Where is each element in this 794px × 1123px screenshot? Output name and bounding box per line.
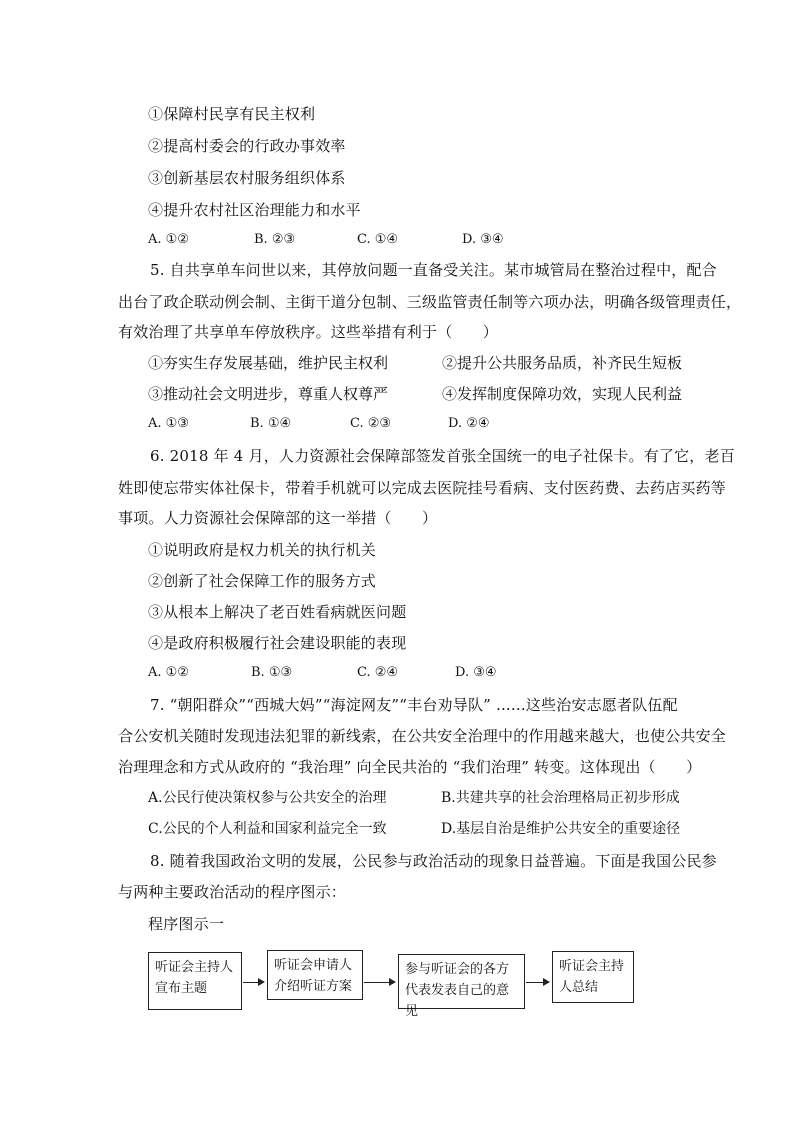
q8-stem-line-1: 8. 随着我国政治文明的发展，公民参与政治活动的现象日益普遍。下面是我国公民参 xyxy=(150,852,717,870)
q7-stem-line-3: 治理理念和方式从政府的 “我治理” 向全民共治的 “我们治理” 转变。这体现出（ ） xyxy=(118,758,702,776)
q4-statement-2: ②提高村委会的行政办事效率 xyxy=(148,137,346,155)
q7-stem-line-1: 7. “朝阳群众”“西城大妈”“海淀网友”“丰台劝导队” ......这些治安志愿者队伍配 xyxy=(150,696,678,714)
q7-stem-line-2: 合公安机关随时发现违法犯罪的新线索，在公共安全治理中的作用越来越大，也使公共安全 xyxy=(118,727,727,745)
q5-statement-3: ③推动社会文明进步，尊重人权尊严 xyxy=(148,385,389,403)
q5-stem-line-1: 5. 自共享单车问世以来，其停放问题一直备受关注。某市城管局在整治过程中，配合 xyxy=(150,261,717,279)
flow-step-2: 听证会申请人介绍听证方案 xyxy=(267,950,363,1000)
q4-option-d[interactable]: D. ③④ xyxy=(462,232,504,247)
q7-option-d[interactable]: D.基层自治是维护公共安全的重要途径 xyxy=(441,821,681,837)
q6-stem-line-1: 6. 2018 年 4 月，人力资源社会保障部签发首张全国统一的电子社保卡。有了它，老百 xyxy=(150,447,735,465)
q4-statement-1: ①保障村民享有民主权利 xyxy=(148,105,316,123)
q8-stem-line-2: 与两种主要政治活动的程序图示： xyxy=(118,883,347,901)
q6-option-d[interactable]: D. ③④ xyxy=(455,665,497,680)
q5-option-c[interactable]: C. ②③ xyxy=(350,416,392,431)
flow-arrow-3 xyxy=(526,982,548,983)
flow-arrow-1 xyxy=(243,982,263,983)
flow-step-3: 参与听证会的各方代表发表自己的意见 xyxy=(398,954,525,1009)
q4-option-c[interactable]: C. ①④ xyxy=(357,232,399,247)
q7-option-b[interactable]: B.共建共享的社会治理格局正初步形成 xyxy=(441,790,680,806)
q5-stem-line-2: 出台了政企联动例会制、主街干道分包制、三级监管责任制等六项办法，明确各级管理责任， xyxy=(118,293,742,311)
q6-statement-2: ②创新了社会保障工作的服务方式 xyxy=(148,572,377,590)
q6-option-a[interactable]: A. ①② xyxy=(148,665,189,680)
q5-options xyxy=(148,414,648,434)
q4-statement-3: ③创新基层农村服务组织体系 xyxy=(148,169,346,187)
q6-statement-3: ③从根本上解决了老百姓看病就医问题 xyxy=(148,603,407,621)
q4-options xyxy=(148,230,648,250)
q4-option-b[interactable]: B. ②③ xyxy=(254,232,296,247)
q5-stem-line-3: 有效治理了共享单车停放秩序。这些举措有利于（ ） xyxy=(118,323,499,341)
flow-arrow-2 xyxy=(364,982,394,983)
q7-option-a[interactable]: A.公民行使决策权参与公共安全的治理 xyxy=(148,790,387,806)
q5-statement-4: ④发挥制度保障功效，实现人民利益 xyxy=(442,385,683,403)
q6-stem-line-2: 姓即使忘带实体社保卡，带着手机就可以完成去医院挂号看病、支付医药费、去药店买药等 xyxy=(118,479,727,497)
q5-option-b[interactable]: B. ①④ xyxy=(250,416,292,431)
q5-option-a[interactable]: A. ①③ xyxy=(148,416,189,431)
diagram-title: 程序图示一 xyxy=(148,915,225,933)
flow-step-1: 听证会主持人宣布主题 xyxy=(148,952,242,1010)
q6-option-c[interactable]: C. ②④ xyxy=(357,665,399,680)
q6-options xyxy=(148,663,648,683)
q5-option-d[interactable]: D. ②④ xyxy=(448,416,490,431)
q4-statement-4: ④提升农村社区治理能力和水平 xyxy=(148,201,361,219)
q4-option-a[interactable]: A. ①② xyxy=(148,232,189,247)
q5-statement-1: ①夯实生存发展基础，维护民主权利 xyxy=(148,354,389,372)
q5-statement-2: ②提升公共服务品质，补齐民生短板 xyxy=(442,354,683,372)
flow-step-4: 听证会主持人总结 xyxy=(552,951,634,1003)
q7-option-c[interactable]: C.公民的个人利益和国家利益完全一致 xyxy=(148,821,387,837)
q6-statement-1: ①说明政府是权力机关的执行机关 xyxy=(148,541,377,559)
q6-option-b[interactable]: B. ①③ xyxy=(251,665,293,680)
q6-stem-line-3: 事项。人力资源社会保障部的这一举措（ ） xyxy=(118,509,438,527)
q6-statement-4: ④是政府积极履行社会建设职能的表现 xyxy=(148,634,407,652)
